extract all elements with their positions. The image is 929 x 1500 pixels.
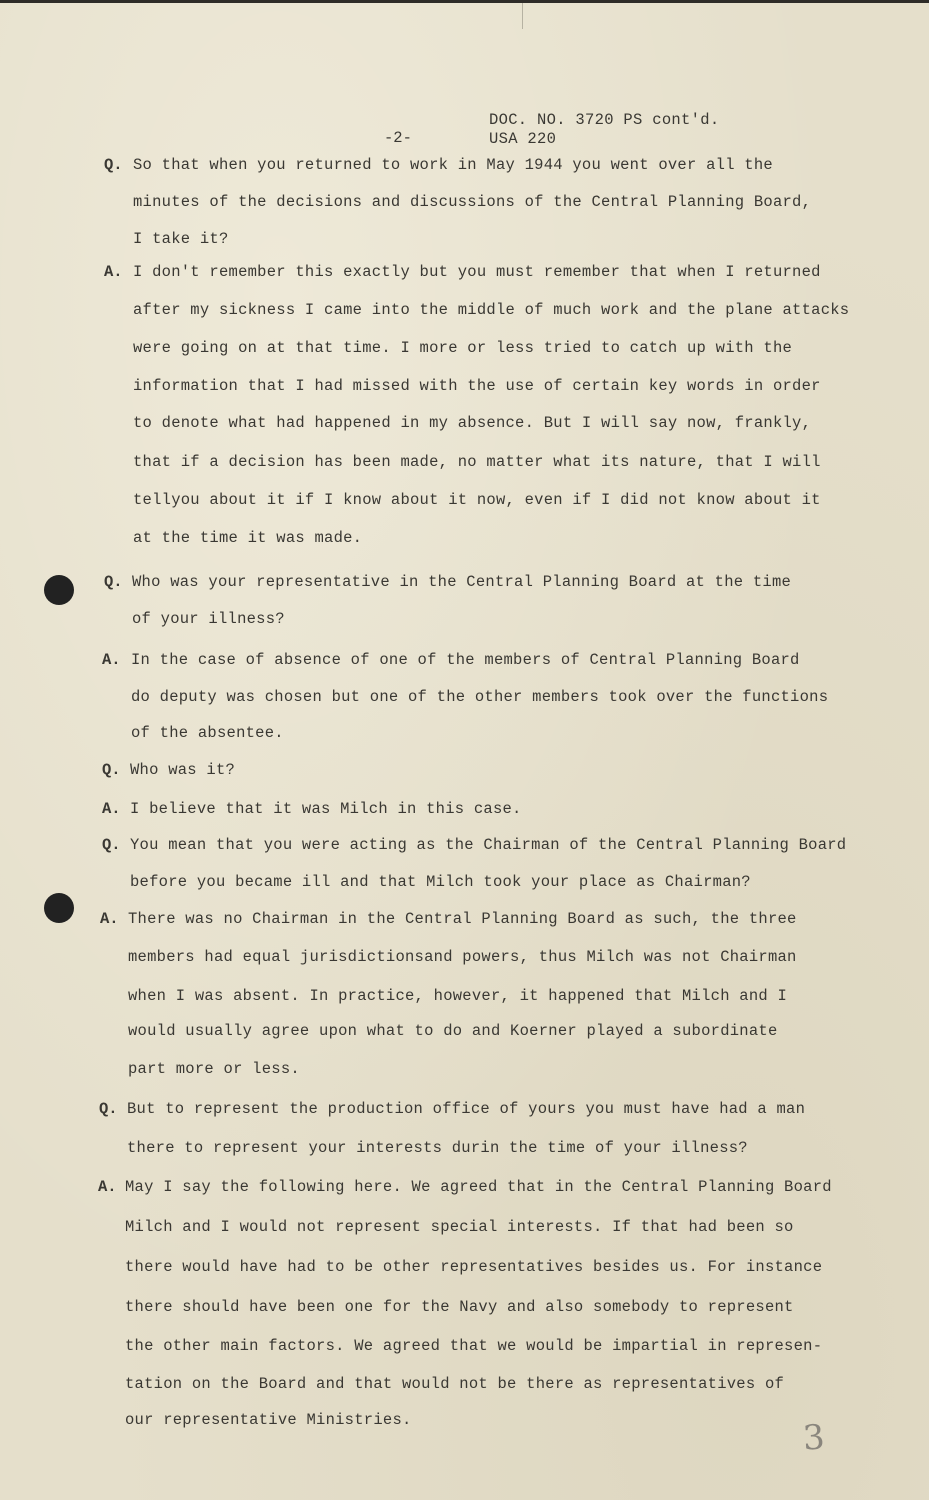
text-line: I take it? (133, 230, 229, 248)
text-line: members had equal jurisdictionsand powers, thus Milch was not Chairman (128, 948, 797, 966)
punch-hole-upper (44, 575, 74, 605)
text-line: when I was absent. In practice, however, it happened that Milch and I (128, 987, 788, 1005)
speaker-label: Q. (102, 836, 121, 854)
text-line: Who was it? (130, 761, 236, 779)
speaker-label: Q. (99, 1100, 118, 1118)
text-line: I believe that it was Milch in this case. (130, 800, 522, 818)
exhibit-number: USA 220 (489, 130, 557, 148)
text-line: before you became ill and that Milch took your place as Chairman? (130, 873, 751, 891)
text-line: to denote what had happened in my absence. But I will say now, frankly, (133, 414, 812, 432)
text-line: after my sickness I came into the middle of much work and the plane attacks (133, 301, 850, 319)
text-line: there to represent your interests durin the time of your illness? (127, 1139, 748, 1157)
text-line: minutes of the decisions and discussions of the Central Planning Board, (133, 193, 812, 211)
text-line: You mean that you were acting as the Chairman of the Central Planning Board (130, 836, 847, 854)
text-line: there would have had to be other representatives besides us. For instance (125, 1258, 823, 1276)
text-line: May I say the following here. We agreed that in the Central Planning Board (125, 1178, 832, 1196)
text-line: were going on at that time. I more or less tried to catch up with the (133, 339, 793, 357)
speaker-label: Q. (102, 761, 121, 779)
speaker-label: A. (104, 263, 123, 281)
speaker-label: A. (100, 910, 119, 928)
text-line: tation on the Board and that would not be there as representatives of (125, 1375, 785, 1393)
text-line: the other main factors. We agreed that we would be impartial in represen- (125, 1337, 823, 1355)
speaker-label: A. (98, 1178, 117, 1196)
text-line: tellyou about it if I know about it now, even if I did not know about it (133, 491, 821, 509)
document-number: DOC. NO. 3720 PS cont'd. (489, 111, 720, 129)
text-line: In the case of absence of one of the members of Central Planning Board (131, 651, 800, 669)
text-line: Who was your representative in the Central Planning Board at the time (132, 573, 792, 591)
text-line: So that when you returned to work in May 1944 you went over all the (133, 156, 773, 174)
text-line: that if a decision has been made, no matter what its nature, that I will (133, 453, 821, 471)
text-line: do deputy was chosen but one of the other members took over the functions (131, 688, 829, 706)
text-line: I don't remember this exactly but you must remember that when I returned (133, 263, 821, 281)
fold-line (522, 3, 523, 29)
speaker-label: A. (102, 651, 121, 669)
text-line: There was no Chairman in the Central Planning Board as such, the three (128, 910, 797, 928)
text-line: of your illness? (132, 610, 285, 628)
text-line: But to represent the production office of yours you must have had a man (127, 1100, 806, 1118)
text-line: would usually agree upon what to do and Koerner played a subordinate (128, 1022, 778, 1040)
page-top-edge (0, 0, 929, 3)
text-line: of the absentee. (131, 724, 284, 742)
handwritten-page-mark: 3 (801, 1417, 827, 1459)
text-line: our representative Ministries. (125, 1411, 412, 1429)
text-line: Milch and I would not represent special interests. If that had been so (125, 1218, 794, 1236)
text-line: there should have been one for the Navy and also somebody to represent (125, 1298, 794, 1316)
punch-hole-lower (44, 893, 74, 923)
speaker-label: Q. (104, 573, 123, 591)
text-line: information that I had missed with the use of certain key words in order (133, 377, 821, 395)
text-line: part more or less. (128, 1060, 300, 1078)
speaker-label: Q. (104, 156, 123, 174)
speaker-label: A. (102, 800, 121, 818)
text-line: at the time it was made. (133, 529, 363, 547)
page-number: -2- (384, 129, 412, 147)
